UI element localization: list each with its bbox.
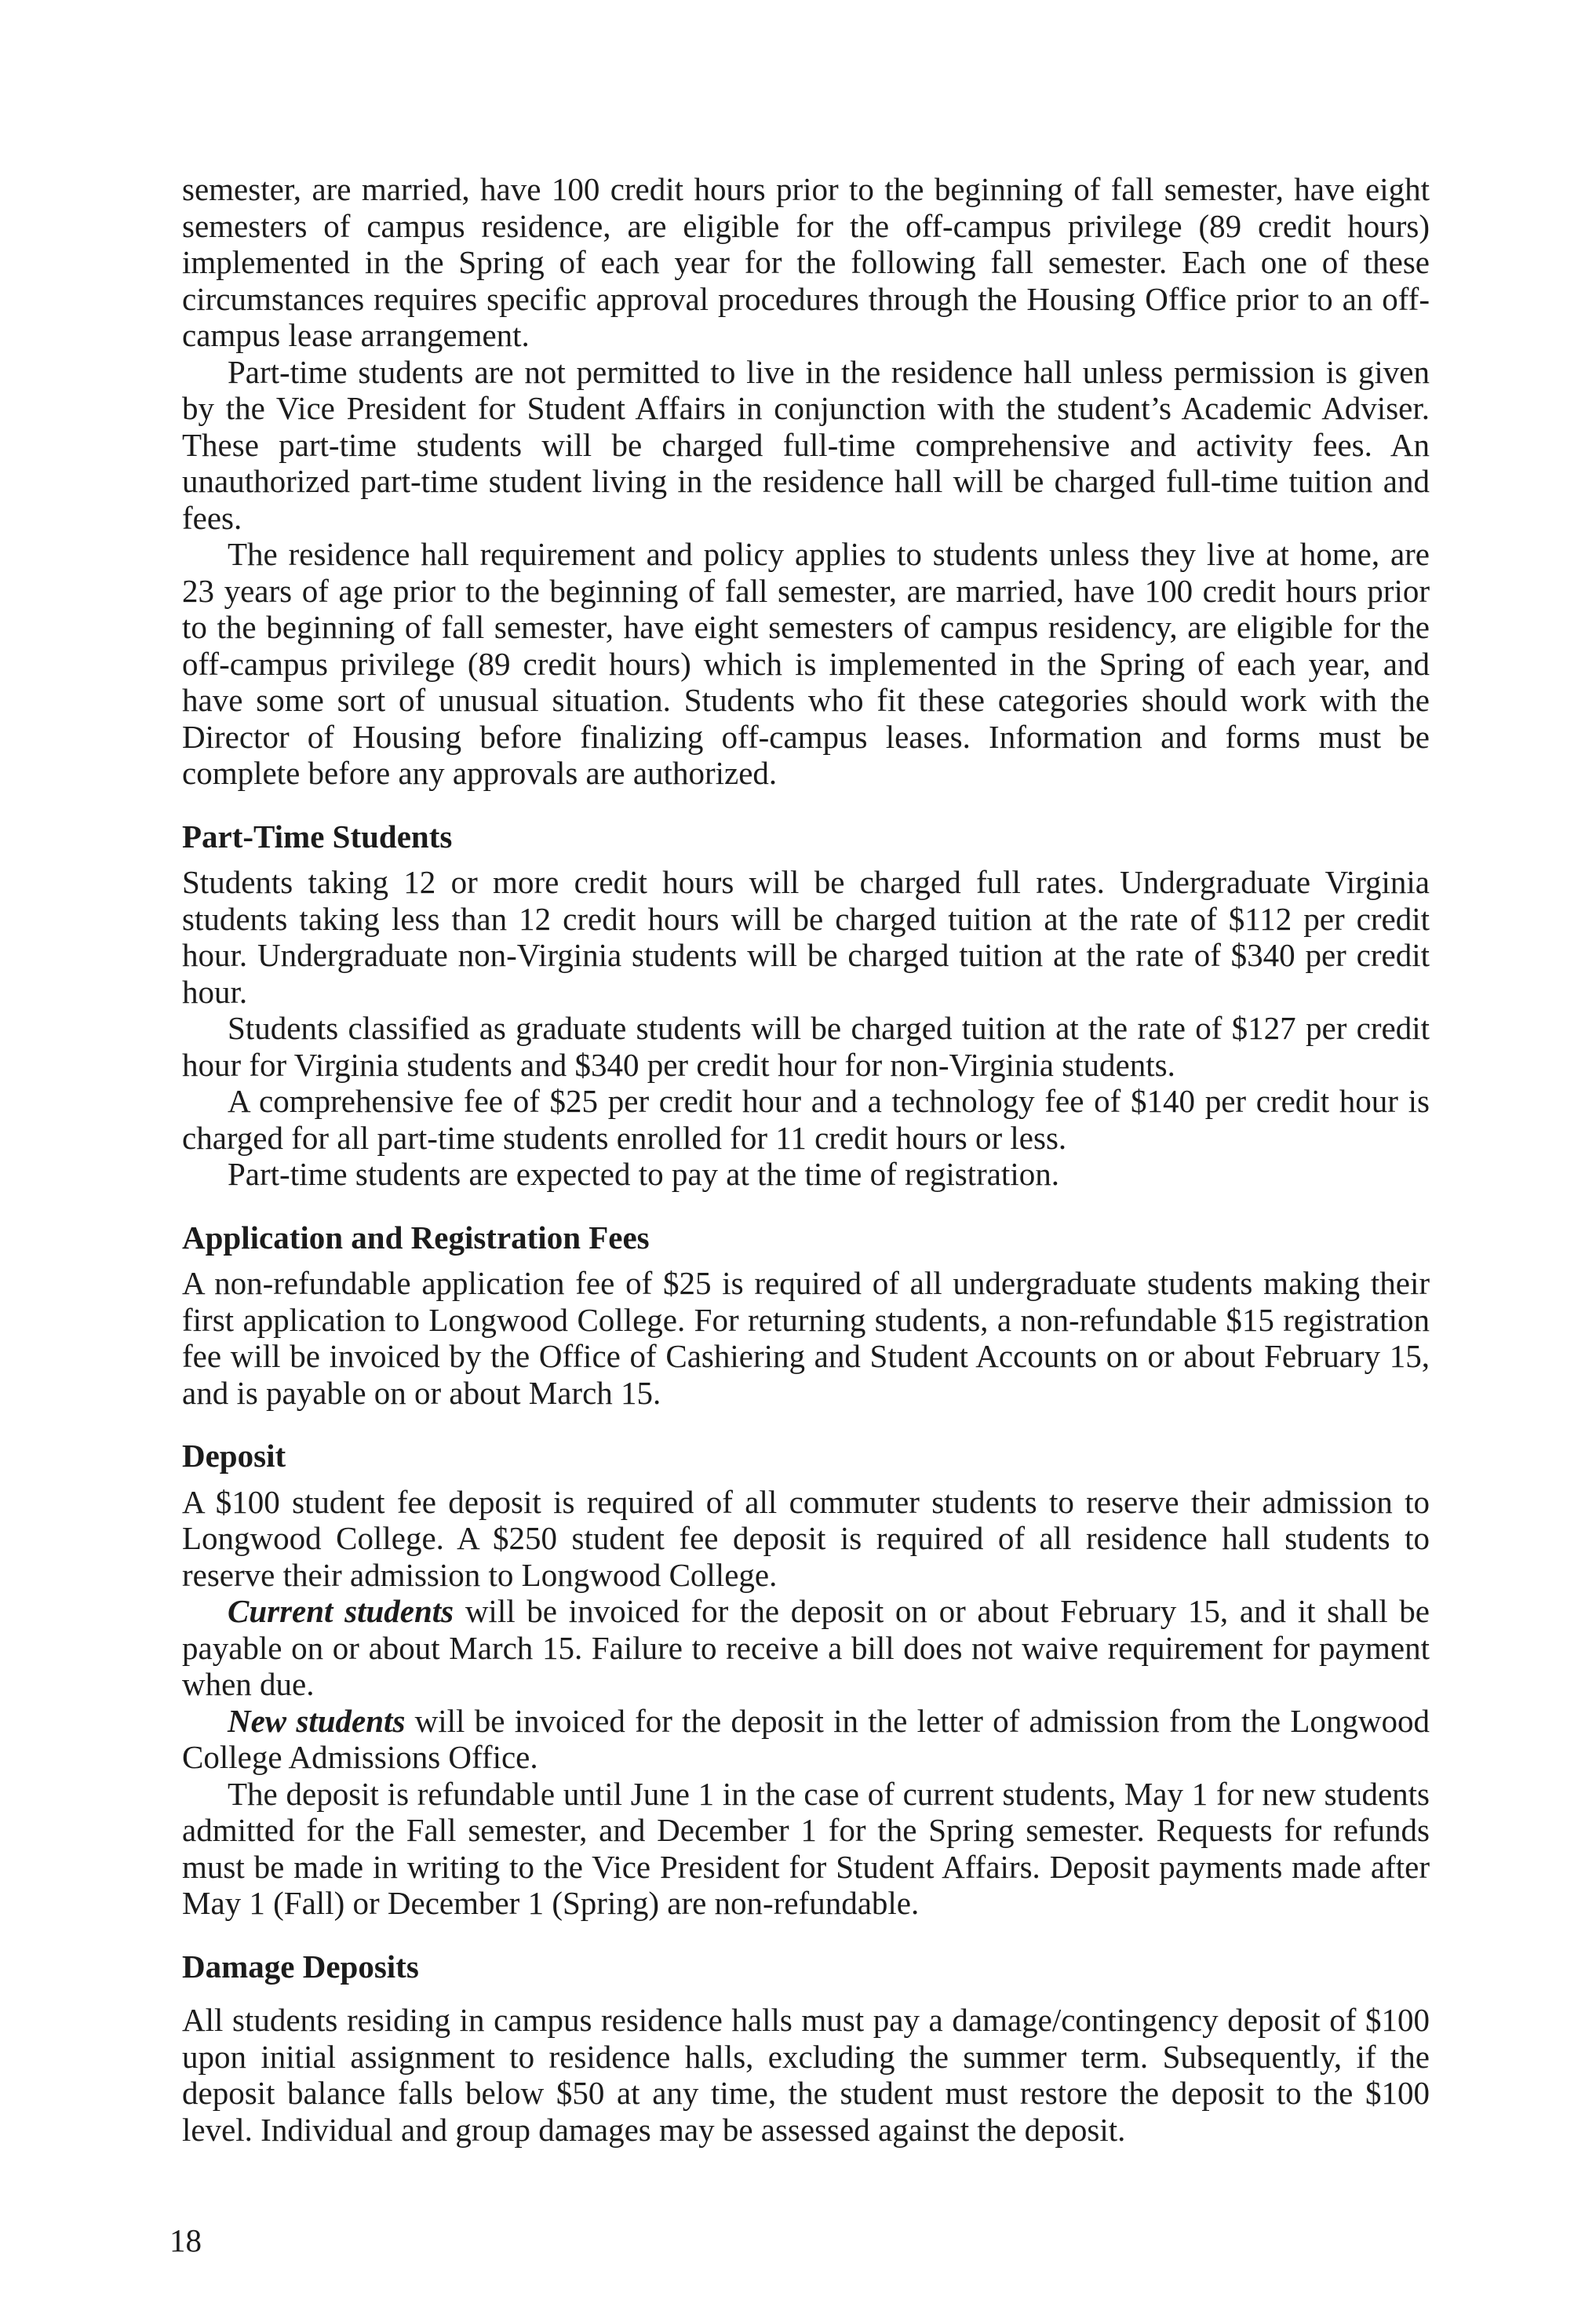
deposit-heading: Deposit: [182, 1438, 286, 1474]
intro-paragraph-3: The residence hall requirement and policy applies to students unless they live at home, are 23 years of age prior to the beginning of fall semester, are married, have 100 credit hours prior to the beginning of fall semester, have eight semesters of campus residency, are eligible for the off-campus privilege (89 credit hours) which is implemented in the Spring of each year, and have some sort of unusual situation. Students who fit these categories should work with the Director of Housing before finalizing off-campus leases. Information and forms must be complete before any approvals are authorized.: [182, 536, 1430, 791]
intro-paragraph-2: Part-time students are not permitted to live in the residence hall unless permission is given by the Vice President for Student Affairs in conjunction with the student’s Academic Adviser. These part-time students will be charged full-time comprehensive and activity fees. An unauthorized part-time student living in the residence hall will be charged full-time tuition and fees.: [182, 353, 1430, 536]
deposit-paragraph-1: A $100 student fee deposit is required of all commuter students to reserve their admission to Longwood College. A $250 student fee deposit is required of all residence hall students to reserve their admission to Longwood College.: [182, 1483, 1430, 1593]
intro-paragraph-1: semester, are married, have 100 credit hours prior to the beginning of fall semester, have eight semesters of campus residence, are eligible for the off-campus privilege (89 credit hours) implemented in the Spring of each year for the following fall semester. Each one of these circumstances requires specific approval procedures through the Housing Office prior to an off-campus lease arrangement.: [182, 171, 1430, 353]
deposit-paragraph-refund: The deposit is refundable until June 1 in the case of current students, May 1 for new students admitted for the Fall semester, and December 1 for the Spring semester. Requests for refunds must be made in writing to the Vice President for Student Affairs. Deposit payments made after May 1 (Fall) or December 1 (Spring) are non-refundable.: [182, 1775, 1430, 1921]
application-fees-paragraph-1: A non-refundable application fee of $25 is required of all undergraduate students making their first application to Longwood College. For returning students, a non-refundable $15 registration fee will be invoiced by the Office of Cashiering and Student Accounts on or about February 15, and is payable on or about March 15.: [182, 1265, 1430, 1411]
current-students-text: will be invoiced for the deposit on or about February 15, and it shall be payable on or about March 15. Failure to receive a bill does not waive requirement for payment when due.: [182, 1593, 1430, 1702]
application-fees-section: [182, 1219, 1430, 1412]
new-students-text: will be invoiced for the deposit in the letter of admission from the Longwood College Admissions Office.: [182, 1702, 1430, 1775]
deposit-section: [182, 1438, 1430, 1922]
part-time-paragraph-3: A comprehensive fee of $25 per credit hour and a technology fee of $140 per credit hour is charged for all part-time students enrolled for 11 credit hours or less.: [182, 1083, 1430, 1156]
part-time-paragraph-4: Part-time students are expected to pay at the time of registration.: [228, 1156, 1059, 1192]
part-time-heading: Part-Time Students: [182, 818, 453, 855]
damage-deposits-section: [182, 1948, 1430, 2149]
new-students-label: New students: [228, 1702, 406, 1739]
intro-section: [182, 171, 1430, 792]
page-number: 18: [169, 2222, 202, 2258]
current-students-label: Current students: [228, 1593, 454, 1629]
damage-deposits-paragraph-1: All students residing in campus residence halls must pay a damage/contingency deposit of $100 upon initial assignment to residence halls, excluding the summer term. Subsequently, if the deposit balance falls below $50 at any time, the student must restore the deposit to the $100 level. Individual and group damages may be assessed against the deposit.: [182, 2002, 1430, 2148]
damage-deposits-heading: Damage Deposits: [182, 1948, 419, 1985]
page-content: [182, 171, 1430, 2148]
deposit-paragraph-new: [182, 1703, 1430, 1776]
part-time-section: [182, 818, 1430, 1193]
part-time-paragraph-2: Students classified as graduate students will be charged tuition at the rate of $127 per credit hour for Virginia students and $340 per credit hour for non-Virginia students.: [182, 1010, 1430, 1083]
deposit-paragraph-current: [182, 1593, 1430, 1703]
part-time-paragraph-1: Students taking 12 or more credit hours will be charged full rates. Undergraduate Virginia students taking less than 12 credit hours will be charged tuition at the rate of $112 per credit hour. Undergraduate non-Virginia students will be charged tuition at the rate of $340 per credit hour.: [182, 864, 1430, 1010]
application-fees-heading: Application and Registration Fees: [182, 1219, 650, 1256]
